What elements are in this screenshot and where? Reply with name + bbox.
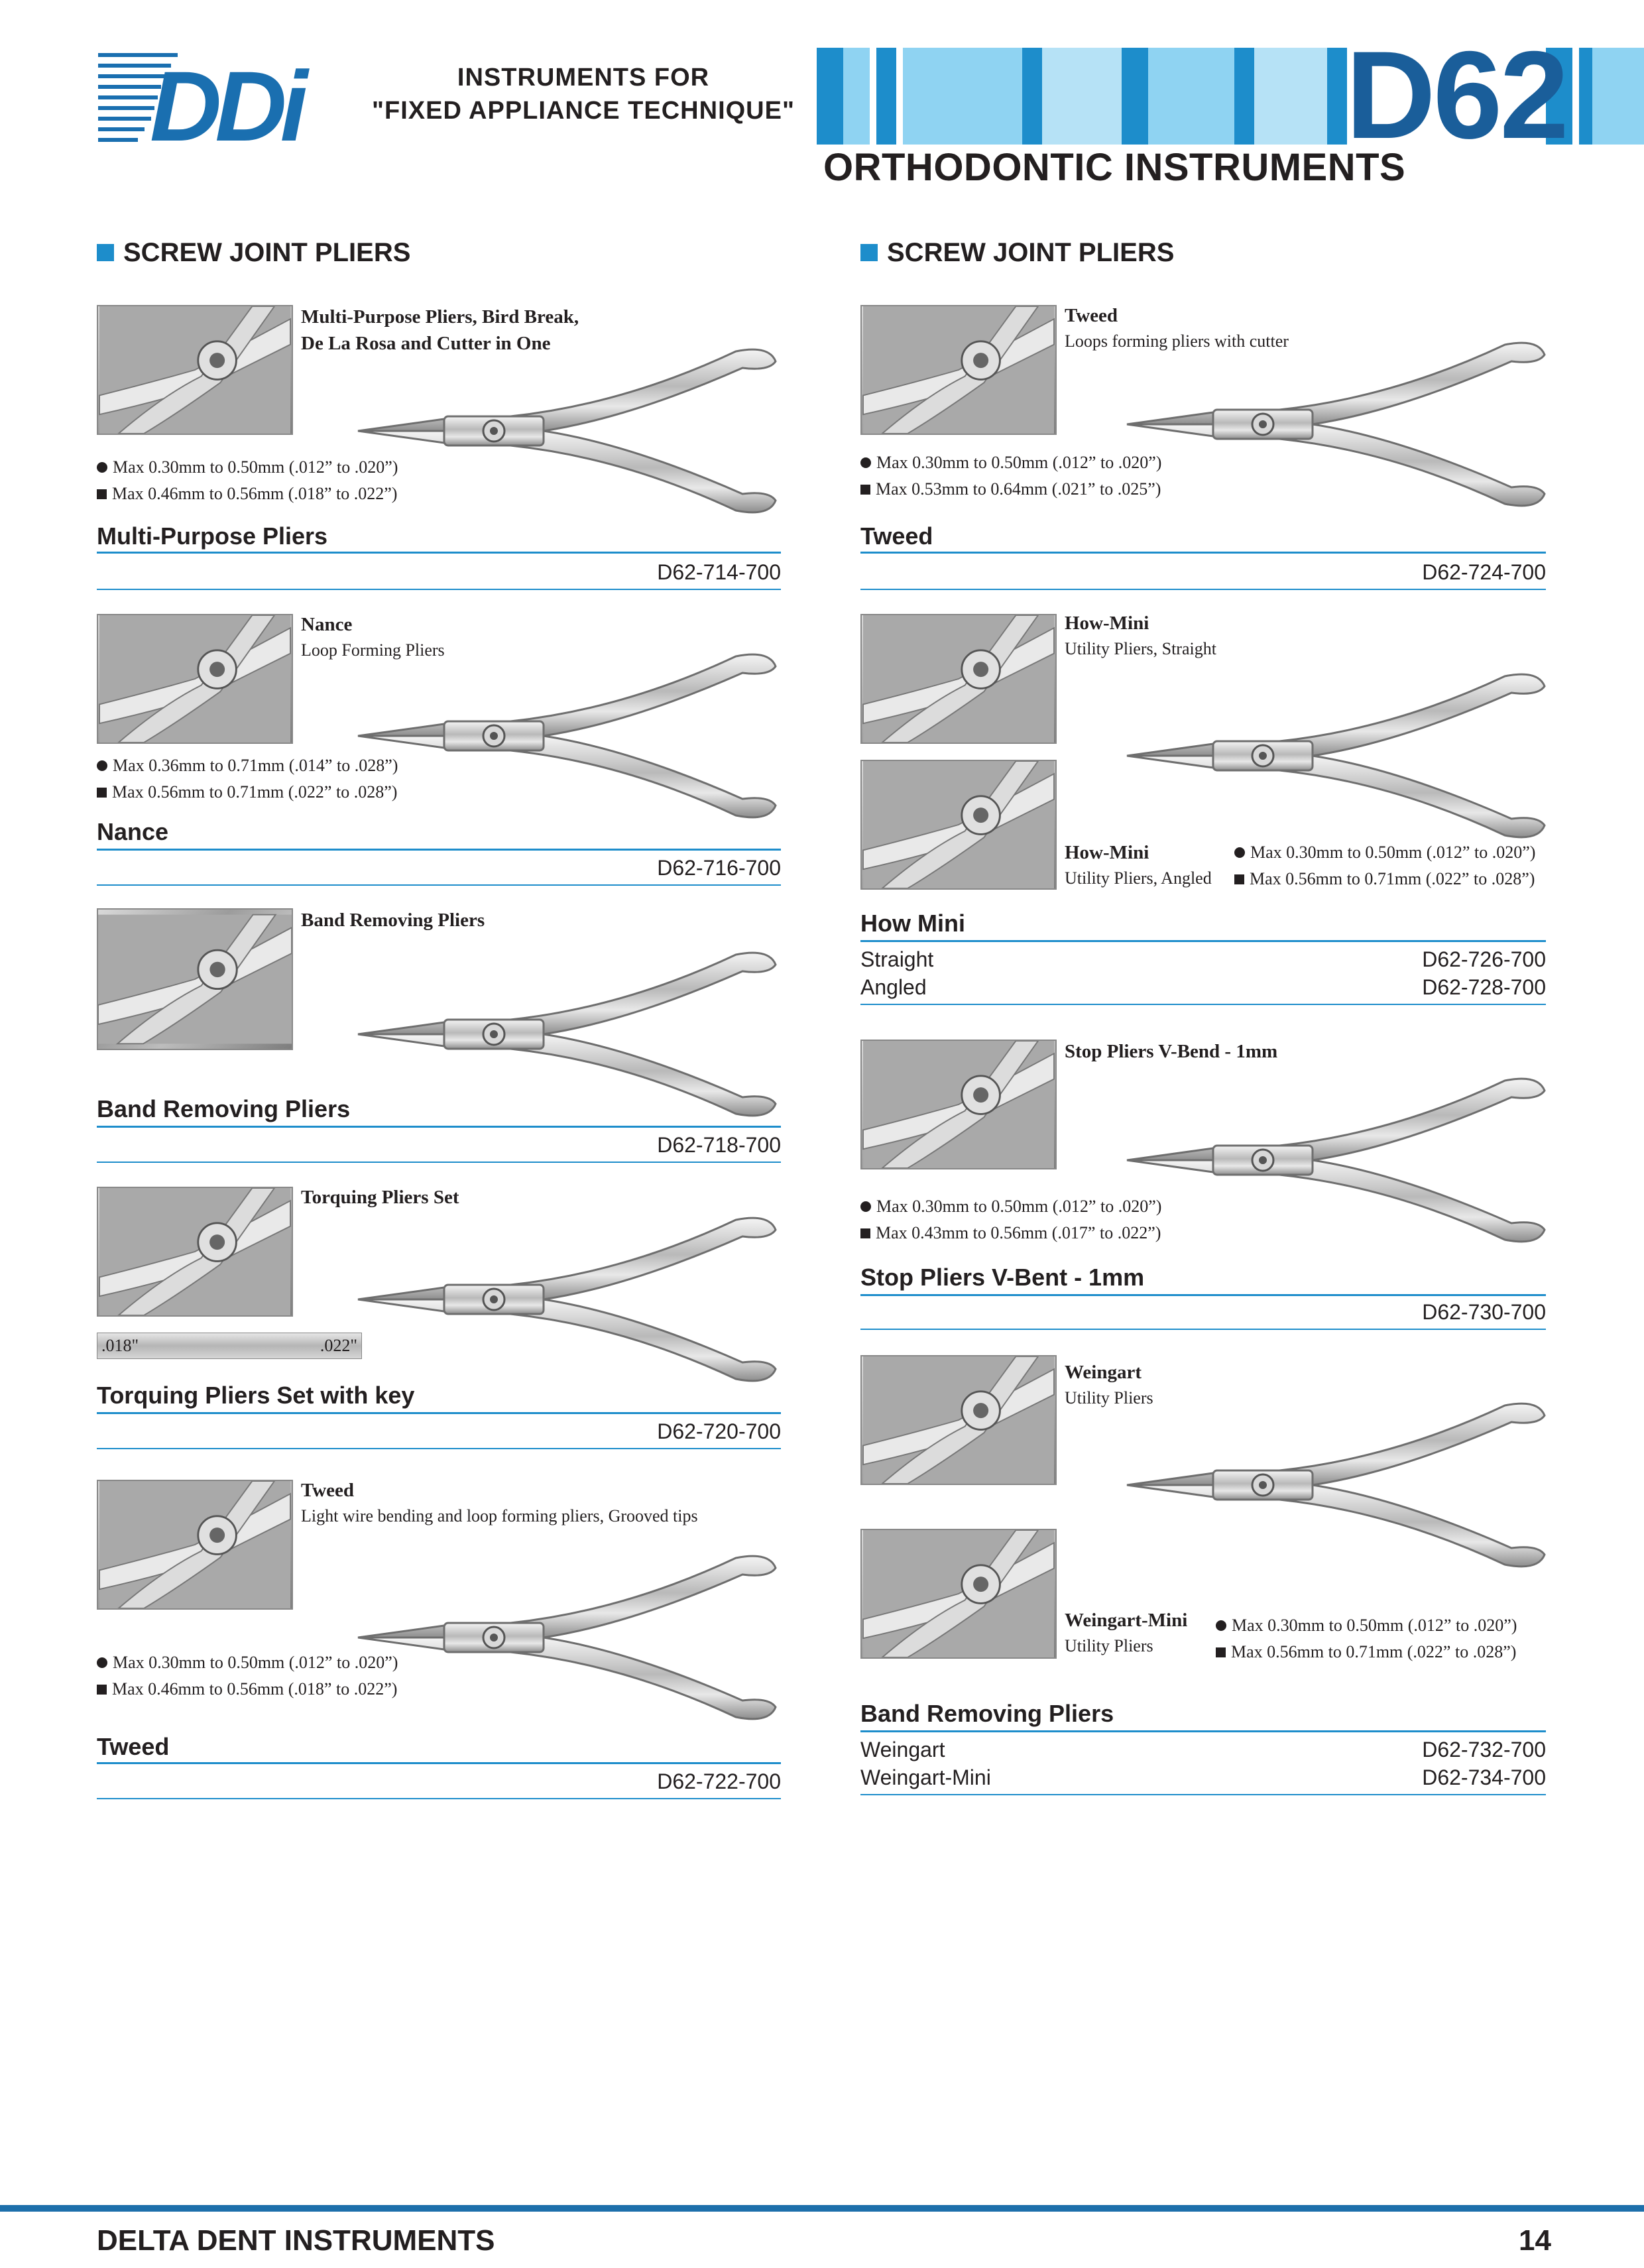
right-section-title-text: SCREW JOINT PLIERS: [887, 238, 1175, 267]
weingart-mini-label-desc: Utility Pliers: [1065, 1636, 1153, 1655]
tweed-label: [301, 1477, 698, 1529]
page-title: ORTHODONTIC INSTRUMENTS: [823, 146, 1406, 189]
divider: [97, 1448, 781, 1449]
how-mini-angled-photo: [860, 760, 1057, 890]
spec-row: [97, 1676, 398, 1702]
spec-text: Max 0.30mm to 0.50mm (.012” to .020”): [113, 457, 398, 477]
spec-text: Max 0.30mm to 0.50mm (.012” to .020”): [1250, 843, 1536, 862]
divider: [97, 1162, 781, 1163]
section-square-icon: [97, 244, 114, 261]
square-bullet-icon: [97, 1685, 107, 1695]
variant-code: D62-728-700: [1422, 975, 1546, 999]
square-bullet-icon: [97, 788, 107, 798]
stop-pliers-image: [1114, 1061, 1551, 1260]
section-square-icon: [860, 244, 878, 261]
gauge-left-label: .018": [101, 1336, 139, 1355]
circle-bullet-icon: [1234, 847, 1245, 858]
spec-text: Max 0.53mm to 0.64mm (.021” to .025”): [876, 479, 1161, 499]
circle-bullet-icon: [1216, 1620, 1226, 1631]
variant-label: Weingart: [860, 1738, 945, 1761]
weingart-mini-photo: [860, 1529, 1057, 1659]
spec-row: [860, 1220, 1161, 1246]
stop-pliers-name: Stop Pliers V-Bent - 1mm: [860, 1264, 1145, 1291]
weingart-pliers-image: [1114, 1386, 1551, 1584]
spec-row: [97, 481, 398, 507]
code-row: [860, 1736, 1546, 1763]
tweed-pliers-image: [345, 1538, 782, 1737]
ddi-logo: [98, 48, 350, 147]
spec-row: [1234, 866, 1535, 892]
tweed-cutter-code: D62-724-700: [1422, 560, 1546, 584]
tweed-label-title: Tweed: [301, 1480, 355, 1501]
how-mini-angled-label-title: How-Mini: [1065, 842, 1149, 863]
how-mini-straight-photo: [860, 614, 1057, 744]
torquing-code: D62-720-700: [657, 1419, 781, 1443]
band-removing-label-title: Band Removing Pliers: [301, 910, 485, 931]
divider: [97, 849, 781, 851]
spec-text: Max 0.30mm to 0.50mm (.012” to .020”): [113, 1653, 398, 1672]
band-removing-label: [301, 907, 485, 933]
weingart-specs: [1216, 1612, 1517, 1665]
weingart-code-table: [860, 1736, 1546, 1791]
footer-company: DELTA DENT INSTRUMENTS: [97, 2224, 495, 2257]
multi-purpose-code: D62-714-700: [657, 560, 781, 584]
code-row: [860, 1763, 1546, 1791]
nance-label-title: Nance: [301, 614, 353, 635]
divider: [97, 552, 781, 554]
divider: [97, 589, 781, 590]
variant-label: Straight: [860, 947, 934, 971]
square-bullet-icon: [860, 485, 870, 495]
stop-pliers-label-title: Stop Pliers V-Bend - 1mm: [1065, 1041, 1278, 1062]
spec-row: [1216, 1639, 1517, 1665]
divider: [860, 1004, 1546, 1005]
stop-pliers-specs: [860, 1193, 1161, 1246]
stop-pliers-code: D62-730-700: [1422, 1300, 1546, 1324]
spec-text: Max 0.46mm to 0.56mm (.018” to .022”): [112, 1679, 398, 1699]
left-section-title: [97, 236, 410, 269]
nance-photo: [97, 614, 293, 744]
torquing-name: Torquing Pliers Set with key: [97, 1382, 415, 1409]
circle-bullet-icon: [97, 760, 107, 771]
band-removing-photo: [97, 908, 293, 1050]
square-bullet-icon: [1216, 1647, 1226, 1657]
nance-pliers-image: [345, 636, 782, 835]
spec-row: [860, 449, 1161, 476]
tweed-code: D62-722-700: [657, 1769, 781, 1793]
spec-text: Max 0.56mm to 0.71mm (.022” to .028”): [1250, 869, 1535, 888]
spec-row: [1234, 839, 1535, 866]
variant-code: D62-734-700: [1422, 1765, 1546, 1789]
spec-text: Max 0.46mm to 0.56mm (.018” to .022”): [112, 484, 398, 503]
circle-bullet-icon: [860, 457, 871, 468]
left-section-title-text: SCREW JOINT PLIERS: [123, 238, 411, 267]
page-number: 14: [1519, 2224, 1551, 2257]
circle-bullet-icon: [97, 462, 107, 473]
spec-row: [1216, 1612, 1517, 1639]
divider: [97, 1412, 781, 1414]
tweed-cutter-name: Tweed: [860, 522, 933, 550]
weingart-label-desc: Utility Pliers: [1065, 1388, 1153, 1407]
band-removing-pliers-image: [345, 935, 782, 1134]
torquing-photo: [97, 1187, 293, 1317]
divider: [860, 552, 1546, 554]
multi-purpose-photo: [97, 305, 293, 435]
spec-row: [97, 1649, 398, 1676]
nance-code: D62-716-700: [657, 856, 781, 880]
spec-text: Max 0.36mm to 0.71mm (.014” to .028”): [113, 756, 398, 775]
square-bullet-icon: [1234, 874, 1244, 884]
spec-row: [97, 752, 398, 779]
weingart-mini-label: [1065, 1607, 1187, 1659]
divider: [860, 1794, 1546, 1795]
square-bullet-icon: [860, 1228, 870, 1238]
spec-row: [860, 1193, 1161, 1220]
band-removing-name: Band Removing Pliers: [97, 1095, 351, 1122]
stop-pliers-photo: [860, 1040, 1057, 1169]
how-mini-angled-label-desc: Utility Pliers, Angled: [1065, 868, 1212, 888]
band-removing-code: D62-718-700: [657, 1133, 781, 1157]
divider: [97, 1798, 781, 1799]
how-mini-straight-label-title: How-Mini: [1065, 613, 1149, 634]
spec-row: [97, 454, 398, 481]
header-subtitle-line1: INSTRUMENTS FOR: [457, 64, 710, 91]
divider: [97, 1762, 781, 1764]
tweed-cutter-label-desc: Loops forming pliers with cutter: [1065, 331, 1289, 351]
weingart-mini-label-title: Weingart-Mini: [1065, 1610, 1188, 1631]
multi-purpose-pliers-image: [345, 331, 782, 530]
spec-text: Max 0.56mm to 0.71mm (.022” to .028”): [1231, 1642, 1517, 1661]
header-subtitle: [371, 61, 795, 127]
square-bullet-icon: [97, 489, 107, 499]
nance-specs: [97, 752, 398, 806]
nance-name: Nance: [97, 818, 169, 845]
spec-text: Max 0.56mm to 0.71mm (.022” to .028”): [112, 782, 398, 802]
code-row: [860, 945, 1546, 973]
divider: [97, 884, 781, 886]
divider: [860, 1730, 1546, 1732]
tweed-name: Tweed: [97, 1733, 170, 1760]
spec-row: [860, 476, 1161, 503]
tweed-cutter-photo: [860, 305, 1057, 435]
spec-text: Max 0.30mm to 0.50mm (.012” to .020”): [1232, 1616, 1517, 1635]
how-mini-name: How Mini: [860, 910, 965, 937]
header-subtitle-line2: "FIXED APPLIANCE TECHNIQUE": [371, 97, 795, 125]
footer-bar: [0, 2205, 1644, 2212]
weingart-label-title: Weingart: [1065, 1362, 1142, 1383]
divider: [860, 1329, 1546, 1330]
spec-row: [97, 779, 398, 806]
variant-label: Weingart-Mini: [860, 1765, 991, 1789]
tweed-photo: [97, 1480, 293, 1610]
variant-label: Angled: [860, 975, 927, 999]
how-mini-straight-label-desc: Utility Pliers, Straight: [1065, 639, 1216, 658]
variant-code: D62-732-700: [1422, 1738, 1546, 1761]
code-row: [860, 973, 1546, 1001]
multi-purpose-label-line2: De La Rosa and Cutter in One: [301, 333, 551, 354]
circle-bullet-icon: [97, 1657, 107, 1668]
torquing-key-gauge: [97, 1333, 362, 1359]
circle-bullet-icon: [860, 1201, 871, 1212]
gauge-right-label: .022": [320, 1336, 357, 1355]
torquing-pliers-image: [345, 1200, 782, 1399]
tweed-cutter-pliers-image: [1114, 325, 1551, 524]
multi-purpose-specs: [97, 454, 398, 507]
tweed-cutter-specs: [860, 449, 1161, 503]
spec-text: Max 0.43mm to 0.56mm (.017” to .022”): [876, 1223, 1161, 1242]
spec-text: Max 0.30mm to 0.50mm (.012” to .020”): [876, 453, 1162, 472]
variant-code: D62-726-700: [1422, 947, 1546, 971]
right-section-title: [860, 236, 1174, 269]
how-mini-straight-label: [1065, 610, 1216, 662]
catalog-code: D62: [1346, 25, 1566, 164]
multi-purpose-label-line1: Multi-Purpose Pliers, Bird Break,: [301, 306, 579, 328]
how-mini-angled-label: [1065, 839, 1212, 891]
logo-text: DDi: [150, 50, 302, 147]
how-mini-code-table: [860, 945, 1546, 1001]
tweed-label-desc: Light wire bending and loop forming pliers, Grooved tips: [301, 1506, 698, 1525]
divider: [860, 589, 1546, 590]
tweed-specs: [97, 1649, 398, 1702]
divider: [860, 940, 1546, 942]
weingart-photo: [860, 1355, 1057, 1485]
how-mini-specs: [1234, 839, 1535, 892]
tweed-cutter-label-title: Tweed: [1065, 305, 1118, 326]
divider: [860, 1294, 1546, 1296]
weingart-name: Band Removing Pliers: [860, 1700, 1114, 1727]
nance-label-desc: Loop Forming Pliers: [301, 640, 445, 660]
how-mini-pliers-image: [1114, 656, 1551, 855]
multi-purpose-name: Multi-Purpose Pliers: [97, 522, 328, 550]
spec-text: Max 0.30mm to 0.50mm (.012” to .020”): [876, 1197, 1162, 1216]
torquing-label-title: Torquing Pliers Set: [301, 1187, 459, 1208]
divider: [97, 1126, 781, 1128]
